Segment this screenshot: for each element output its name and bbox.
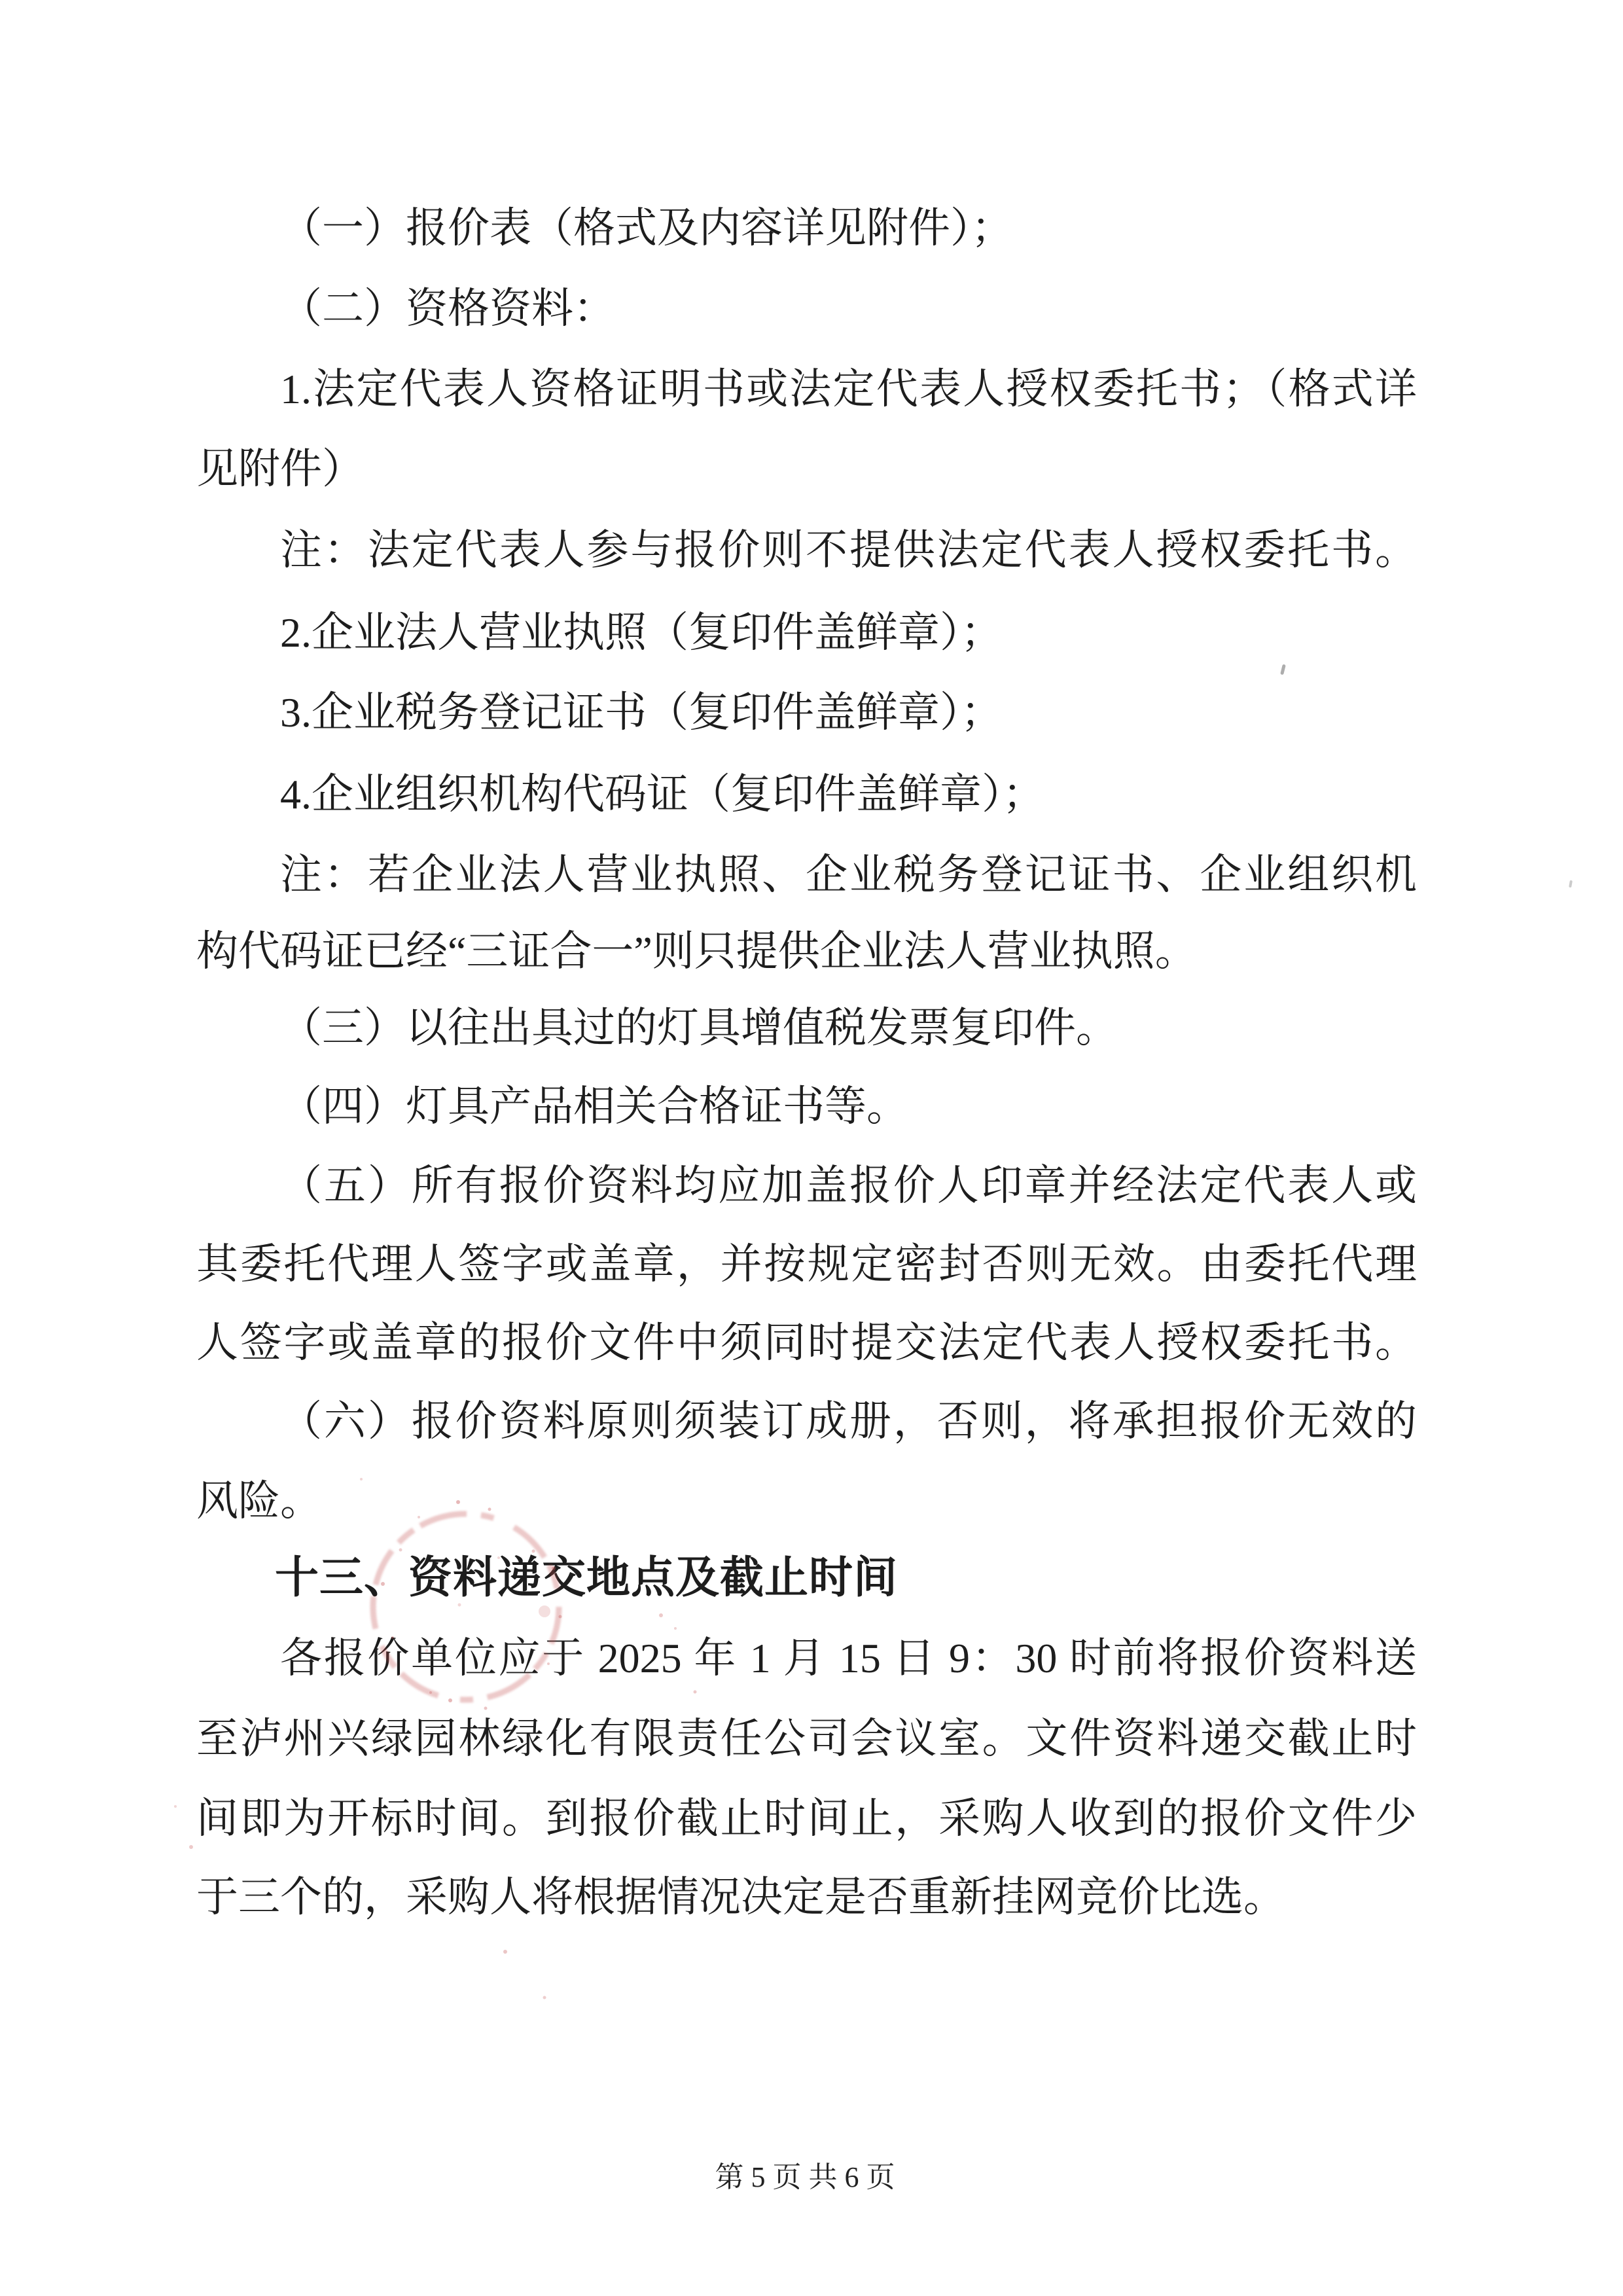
doc-line-3: 1.法定代表人资格证明书或法定代表人授权委托书；（格式详: [280, 366, 1417, 412]
doc-line-5: 注：法定代表人参与报价则不提供法定代表人授权委托书。: [280, 527, 1417, 573]
doc-line-15: 人签字或盖章的报价文件中须同时提交法定代表人授权委托书。: [196, 1319, 1417, 1366]
scan-speck-mark: [1280, 664, 1286, 675]
doc-line-22: 于三个的，采购人将根据情况决定是否重新挂网竞价比选。: [196, 1874, 1285, 1920]
doc-line-11: （三）以往出具过的灯具增值税发票复印件。: [280, 1005, 1118, 1051]
doc-line-7: 3.企业税务登记证书（复印件盖鲜章）；: [280, 689, 1003, 736]
page-number-footer: 第 5 页 共 6 页: [715, 2161, 895, 2193]
doc-line-20: 至泸州兴绿园林绿化有限责任公司会议室。文件资料递交截止时: [196, 1715, 1417, 1762]
doc-line-17: 风险。: [196, 1478, 322, 1524]
doc-line-12: （四）灯具产品相关合格证书等。: [280, 1083, 908, 1130]
doc-line-16: （六）报价资料原则须装订成册，否则，将承担报价无效的: [280, 1398, 1417, 1444]
doc-line-8: 4.企业组织机构代码证（复印件盖鲜章）；: [280, 771, 1044, 817]
doc-line-21: 间即为开标时间。到报价截止时间止，采购人收到的报价文件少: [196, 1795, 1417, 1842]
section-heading: 十三、资料递交地点及截止时间: [275, 1553, 898, 1602]
doc-line-2: （二）资格资料：: [280, 285, 615, 332]
doc-line-14: 其委托代理人签字或盖章，并按规定密封否则无效。由委托代理: [196, 1241, 1417, 1287]
doc-line-6: 2.企业法人营业执照（复印件盖鲜章）；: [280, 609, 1003, 656]
doc-line-1: （一）报价表（格式及内容详见附件）；: [280, 205, 1013, 251]
doc-line-4: 见附件）: [196, 446, 364, 492]
doc-line-19: 各报价单位应于 2025 年 1 月 15 日 9：30 时前将报价资料送: [280, 1635, 1417, 1681]
doc-line-13: （五）所有报价资料均应加盖报价人印章并经法定代表人或: [280, 1162, 1417, 1209]
doc-line-9: 注：若企业法人营业执照、企业税务登记证书、企业组织机: [280, 852, 1417, 898]
scan-speck-mark: [1569, 880, 1573, 888]
doc-line-10: 构代码证已经“三证合一”则只提供企业法人营业执照。: [196, 928, 1197, 975]
